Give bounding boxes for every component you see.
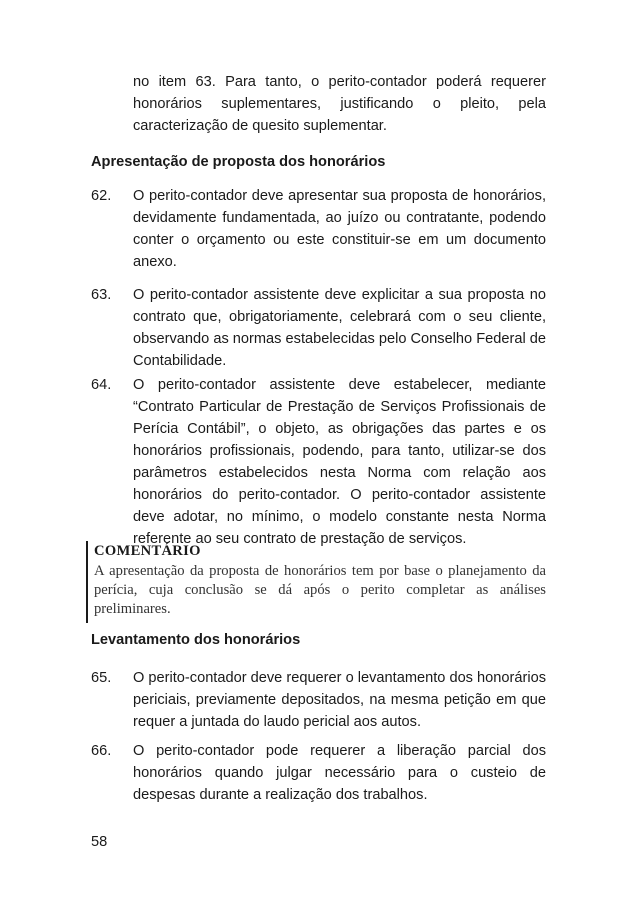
- section-heading-proposal: Apresentação de proposta dos honorários: [91, 154, 386, 170]
- item-number: 66.: [91, 743, 112, 759]
- item-number: 62.: [91, 188, 112, 204]
- comment-box: [86, 541, 546, 623]
- item-text: O perito-contador assistente deve estabelecer, mediante “Contrato Particular de Prestação de Serviços Profissionais de Perícia Contábil”, o objeto, as obrigações das partes e os honorários profissionais, podendo, para tanto, utilizar-se dos parâmetros estabelecidos nesta Norma com relação aos honorários do perito-contador. O perito-contador assistente deve adotar, no mínimo, o modelo constante nesta Norma referente ao seu contrato de prestação de serviços.: [133, 377, 546, 547]
- item-text: O perito-contador deve apresentar sua proposta de honorários, devidamente fundamentada, ao juízo ou contratante, podendo conter o orçamento ou este constituir-se em um documento anexo.: [133, 188, 546, 270]
- lead-paragraph: no item 63. Para tanto, o perito-contador poderá requerer honorários suplementares, justificando o pleito, pela caracterização de quesito suplementar.: [133, 74, 546, 134]
- comment-title: COMENTÁRIO: [94, 543, 201, 559]
- section-heading-withdrawal: Levantamento dos honorários: [91, 632, 301, 648]
- item-number: 65.: [91, 670, 112, 686]
- comment-body: A apresentação da proposta de honorários tem por base o planejamento da perícia, cuja conclusão se dá após o perito completar as análises preliminares.: [94, 563, 546, 617]
- item-number: 64.: [91, 377, 112, 393]
- item-text: O perito-contador assistente deve explicitar a sua proposta no contrato que, obrigatoriamente, celebrará com o seu cliente, observando as normas estabelecidas pelo Conselho Federal de Contabilidade.: [133, 287, 546, 369]
- item-text: O perito-contador deve requerer o levantamento dos honorários periciais, previamente depositados, na mesma petição em que requer a juntada do laudo pericial aos autos.: [133, 670, 546, 730]
- page-number: 58: [91, 834, 108, 850]
- item-number: 63.: [91, 287, 112, 303]
- item-text: O perito-contador pode requerer a liberação parcial dos honorários quando julgar necessário para o custeio de despesas durante a realização dos trabalhos.: [133, 743, 546, 803]
